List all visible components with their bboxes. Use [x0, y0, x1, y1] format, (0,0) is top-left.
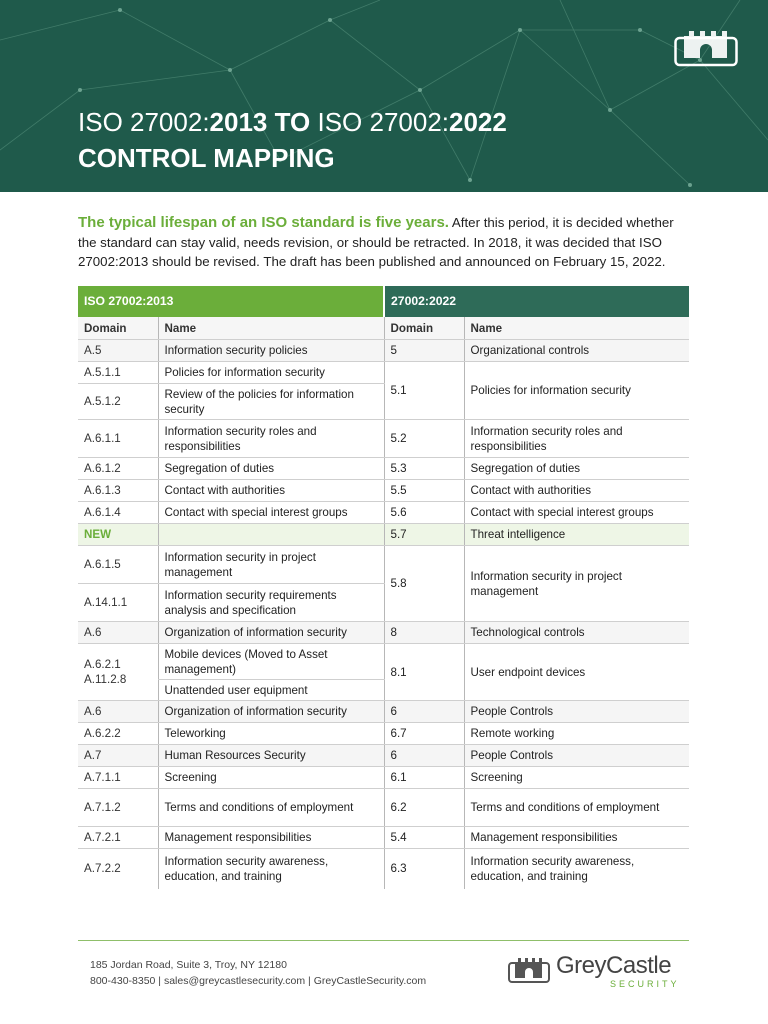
table-row: A.6 Organization of information security 8 Technological controls [78, 622, 689, 644]
table-row-new: NEW 5.7 Threat intelligence [78, 524, 689, 546]
table-row: A.6.1.4 Contact with special interest groups 5.6 Contact with special interest groups [78, 502, 689, 524]
col-domain-2013: Domain [78, 317, 158, 340]
intro-paragraph [78, 213, 690, 272]
table-row: A.5.1.2 Review of the policies for information security [78, 384, 689, 420]
col-domain-2022: Domain [384, 317, 464, 340]
table-row: A.7.1.1 Screening 6.1 Screening [78, 767, 689, 789]
brand-name: GreyCastle [556, 952, 672, 979]
brand-tagline: SECURITY [610, 979, 680, 989]
table-row: A.6.1.3 Contact with authorities 5.5 Contact with authorities [78, 480, 689, 502]
table-row: A.6.1.1 Information security roles and responsibilities 5.2 Information security roles and responsibilities [78, 420, 689, 458]
table-row: A.7.2.1 Management responsibilities 5.4 Management responsibilities [78, 827, 689, 849]
table-row: A.7 Human Resources Security 6 People Controls [78, 745, 689, 767]
page-title: ISO 27002:2013 TO ISO 27002:2022 CONTROL MAPPING [78, 107, 507, 173]
footer-contact [90, 957, 426, 989]
table-row: A.5 Information security policies 5 Organizational controls [78, 340, 689, 362]
new-badge: NEW [78, 524, 158, 546]
col-name-2022: Name [464, 317, 689, 340]
castle-icon [508, 954, 550, 984]
footer-divider [78, 940, 689, 941]
table-row: A.6.1.5 Information security in project management 5.8 Information security in project management [78, 546, 689, 584]
table-row: A.14.1.1 Information security requirements analysis and specification [78, 584, 689, 622]
footer-contact-line: 800-430-8350 | sales@greycastlesecurity.com | GreyCastleSecurity.com [90, 975, 427, 987]
table-row: A.6.1.2 Segregation of duties 5.3 Segregation of duties [78, 458, 689, 480]
castle-icon [674, 24, 738, 68]
intro-lead: The typical lifespan of an ISO standard is five years. [78, 214, 449, 231]
col-name-2013: Name [158, 317, 384, 340]
column-header-row [78, 317, 689, 340]
brand-logo [508, 952, 688, 992]
group-header-2022: 27002:2022 [384, 286, 689, 317]
footer-address: 185 Jordan Road, Suite 3, Troy, NY 12180 [90, 959, 287, 971]
table-row: A.6.2.2 Teleworking 6.7 Remote working [78, 723, 689, 745]
group-header-2013: ISO 27002:2013 [78, 286, 384, 317]
table-row: A.6.2.1 A.11.2.8 Mobile devices (Moved to Asset management) 8.1 User endpoint devices [78, 644, 689, 680]
table-row: A.7.1.2 Terms and conditions of employment 6.2 Terms and conditions of employment [78, 789, 689, 827]
table-row: A.7.2.2 Information security awareness, education, and training 6.3 Information security awareness, education, and training [78, 849, 689, 889]
intro-body: After this period, it is decided whether the standard can stay valid, needs revision, or should be retracted. In 2018, it was decided that ISO 27002:2013 should be revised. The draft has been published and announced on February 15, 2022. [78, 215, 674, 269]
table-row: Unattended user equipment [78, 680, 689, 701]
table-row: A.6 Organization of information security 6 People Controls [78, 701, 689, 723]
table-row: A.5.1.1 Policies for information security 5.1 Policies for information security [78, 362, 689, 384]
header-banner [0, 0, 768, 192]
control-mapping-table [78, 286, 689, 889]
